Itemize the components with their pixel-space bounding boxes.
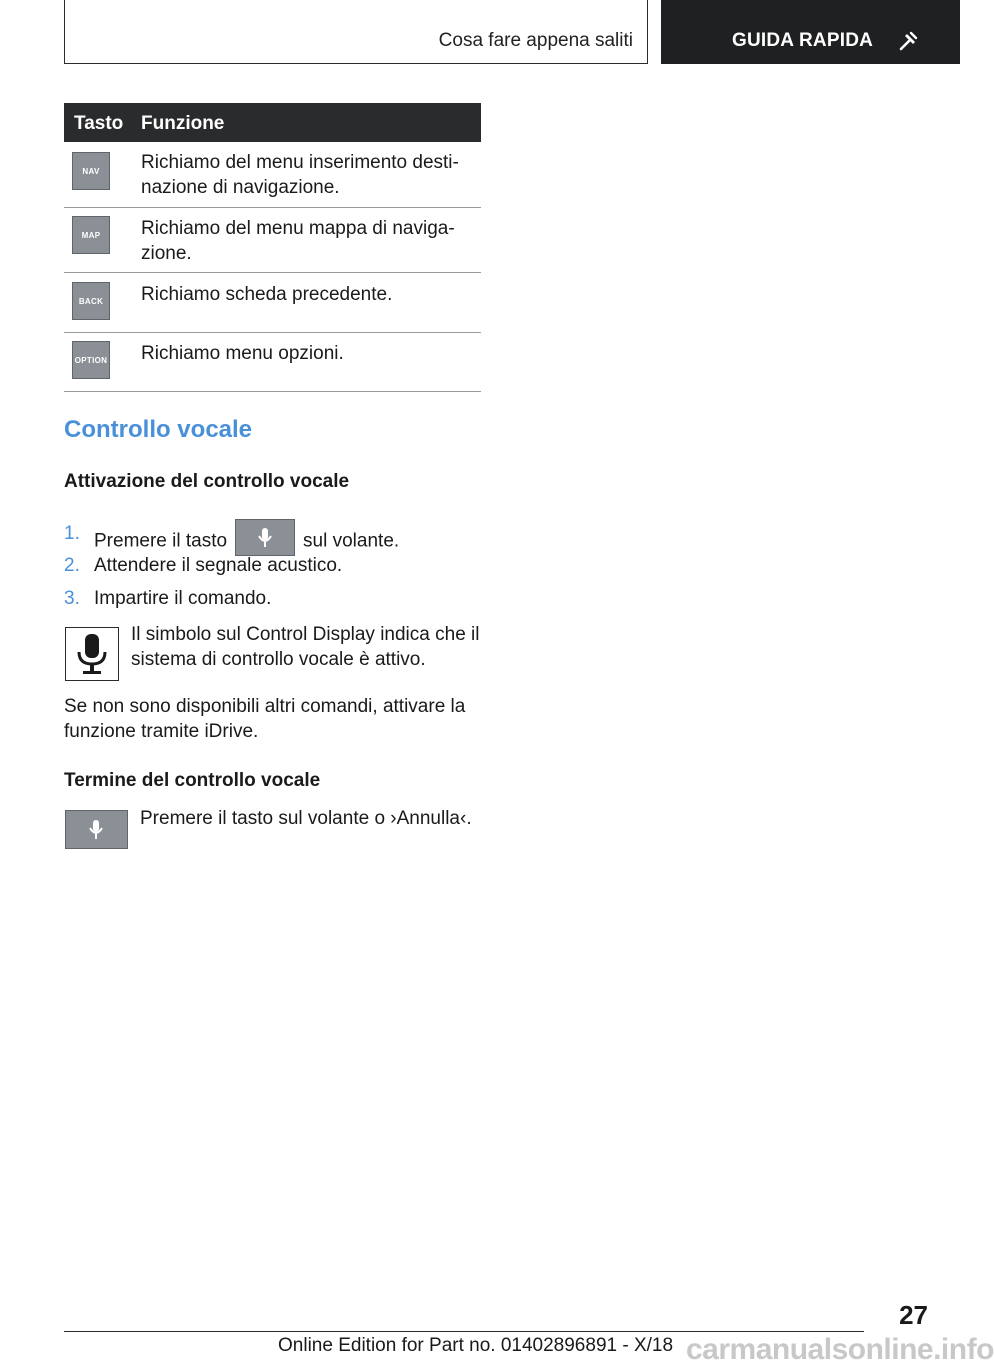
symbol-note: Il simbolo sul Control Display indica che il sistema di controllo vocale è attivo. [131, 624, 480, 670]
end-heading: Termine del controllo vocale [64, 770, 321, 791]
option-key-icon: OPTION [72, 341, 110, 379]
table-header [64, 103, 481, 142]
chapter-tab [661, 0, 960, 64]
step-number: 1. [64, 523, 80, 544]
page-number: 27 [899, 1300, 928, 1330]
table-row [64, 273, 481, 333]
microphone-key-icon [235, 519, 295, 556]
step-number: 3. [64, 588, 80, 609]
chapter-title: GUIDA RAPIDA [732, 30, 874, 51]
row-function-text: Richiamo menu opzioni. [141, 343, 344, 364]
header-section-box [64, 0, 648, 64]
step-text-after: sul volante. [303, 530, 400, 552]
section-title: Cosa fare appena saliti [438, 30, 633, 51]
hammer-icon [897, 30, 919, 52]
microphone-symbol-icon [65, 627, 119, 681]
nav-key-icon: NAV [72, 152, 110, 190]
edition-text: Online Edition for Part no. 01402896891 - X/18 [278, 1335, 674, 1356]
section-heading: Controllo vocale [64, 416, 253, 443]
table-row [64, 142, 481, 208]
fallback-note: Se non sono disponibili altri comandi, attivare la funzione tramite iDrive. [64, 696, 466, 742]
row-function-text: Richiamo del menu inserimento desti-nazione di navigazione. [141, 152, 459, 198]
row-function-text: Richiamo del menu mappa di naviga-zione. [141, 218, 455, 264]
back-key-icon: BACK [72, 282, 110, 320]
microphone-key-icon [65, 810, 128, 849]
watermark: carmanualsonline.info [686, 1333, 994, 1366]
table-row [64, 208, 481, 273]
col-key-header: Tasto [74, 113, 124, 134]
step-text-before: Premere il tasto [94, 530, 228, 552]
map-key-icon: MAP [72, 216, 110, 254]
table-row [64, 333, 481, 392]
footer-divider [64, 1331, 864, 1332]
row-function-text: Richiamo scheda precedente. [141, 284, 393, 305]
end-text: Premere il tasto sul volante o ›Annulla‹. [140, 808, 472, 829]
step-number: 2. [64, 555, 80, 576]
step-text: Impartire il comando. [94, 588, 272, 609]
key-function-table [64, 103, 481, 392]
step-text: Attendere il segnale acustico. [94, 555, 343, 576]
activation-heading: Attivazione del controllo vocale [64, 471, 350, 492]
col-function-header: Funzione [141, 113, 225, 134]
